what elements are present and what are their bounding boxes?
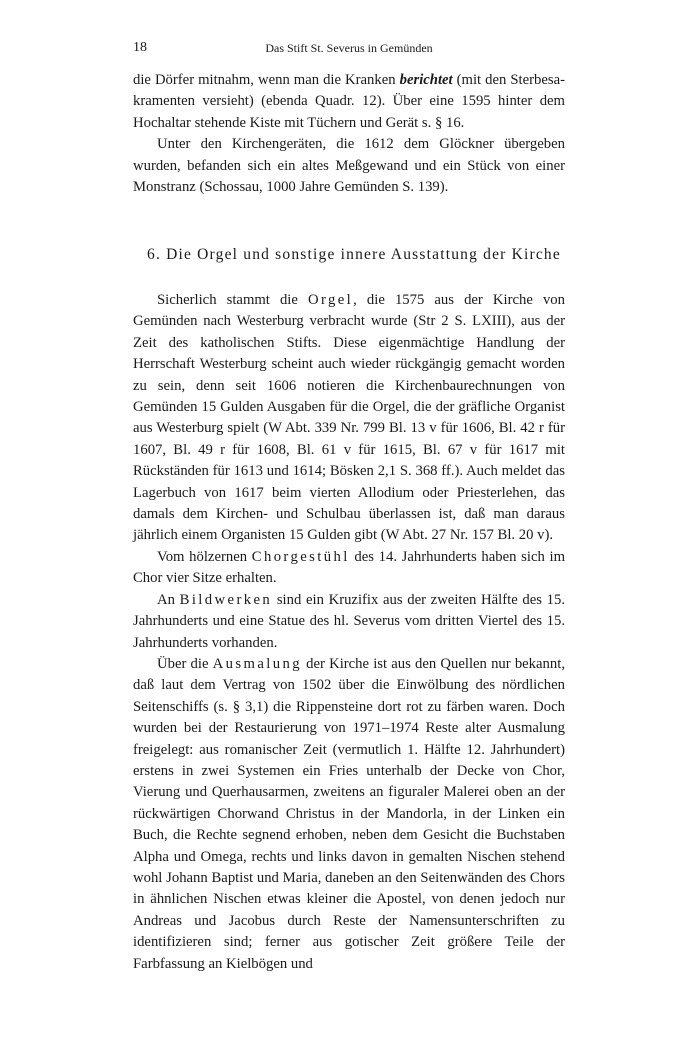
running-title: Das Stift St. Severus in Gemünden — [265, 41, 433, 55]
emphasized-term: berichtet — [399, 72, 453, 88]
spaced-term-orgel: Orgel — [307, 292, 354, 308]
intro-paragraph-1: die Dörfer mitnahm, wenn man die Kranken berichtet (mit den Sterbesakramenten versieht) (ebenda Quadr. 12). Über eine 1595 hinter dem Hochaltar stehende Kiste mit Tüchern und Gerät s. § 16. — [133, 72, 565, 131]
intro-paragraph-2: Unter den Kirchengeräten, die 1612 dem Glöckner übergeben wurden, befanden sich ein altes Meßgewand und ein Stück von einer Monstranz (Schossau, 1000 Jahre Gemünden S. 139). — [133, 136, 565, 196]
paragraph-ausmalung: Über die Ausmalung der Kirche ist aus den Quellen nur bekannt, daß laut dem Vertrag von 1502 über die Einwölbung des nördlichen Seitenschiffs (s. § 3,1) die Rippensteine dort rot zu färben waren. Doch wurden bei der Restaurierung von 1971–1974 Reste alter Ausmalung freigelegt: aus romanischer Zeit (vermutlich 1. Hälfte 12. Jahrhundert) erstens in zwei Systemen ein Fries unterhalb der Decke von Chor, Vierung und Querhausarmen, zweitens an figuraler Malerei oben an der rückwärtigen Chorwand Christus in der Mandorla, in der Linken ein Buch, die Rechte segnend erhoben, neben dem Gesicht die Buchstaben Alpha und Omega, rechts und links davon in gemalten Nischen stehend wohl Johann Baptist und Maria, daneben an den Seitenwänden des Chors in ähnlichen Nischen etwas kleiner die Apostel, von denen jedoch nur Andreas und Jacobus durch Reste der Namensunterschriften zu identifizieren sind; ferner aus gotischer Zeit größere Teile der Farbfassung an Kielbögen und — [133, 655, 565, 972]
page-number: 18 — [133, 40, 147, 55]
intro-text-block — [133, 70, 565, 198]
section-text-block — [133, 290, 565, 975]
paragraph-bildwerke: An Bildwerken sind ein Kruzifix aus der zweiten Hälfte des 15. Jahrhunderts und eine Statue des hl. Severus vom dritten Viertel des 15. Jahrhunderts vorhanden. — [133, 591, 565, 651]
spaced-term-ausmalung: Ausmalung — [212, 655, 302, 672]
paragraph-orgel: Sicherlich stammt die Orgel, die 1575 aus der Kirche von Gemünden nach Westerburg verbracht wurde (Str 2 S. LXIII), aus der Zeit des katholischen Stifts. Diese eigenmächtige Handlung der Herrschaft Westerburg scheint auch wieder rückgängig gemacht worden zu sein, denn seit 1606 notieren die Kirchenbaurechnungen von Gemünden 15 Gulden Ausgaben für die Orgel, die der gräfliche Organist aus Westerburg spielt (W Abt. 339 Nr. 799 Bl. 13 v für 1606, Bl. 42 r für 1607, Bl. 49 r für 1608, Bl. 61 v für 1615, Bl. 67 v für 1617 mit Rückständen für 1613 und 1614; Bösken 2,1 S. 368 ff.). Auch meldet das Lagerbuch von 1617 beim vierten Allodium oder Priesterlehen, das damals dem Kirchen- und Schulbau überlassen ist, daß man daraus jährlich einem Organisten 15 Gulden gibt (W Abt. 27 Nr. 157 Bl. 20 v). — [133, 292, 565, 544]
running-head — [133, 40, 565, 62]
spaced-term-bildwerke: Bildwerken — [179, 591, 273, 608]
spaced-term-chorgestuehl: Chorgestühl — [251, 548, 350, 565]
paragraph-chorgestuehl: Vom hölzernen Chorgestühl des 14. Jahrhunderts haben sich im Chor vier Sitze erhalten. — [133, 548, 565, 587]
section-heading: 6. Die Orgel und sonstige innere Ausstattung der Kirche — [147, 246, 561, 263]
